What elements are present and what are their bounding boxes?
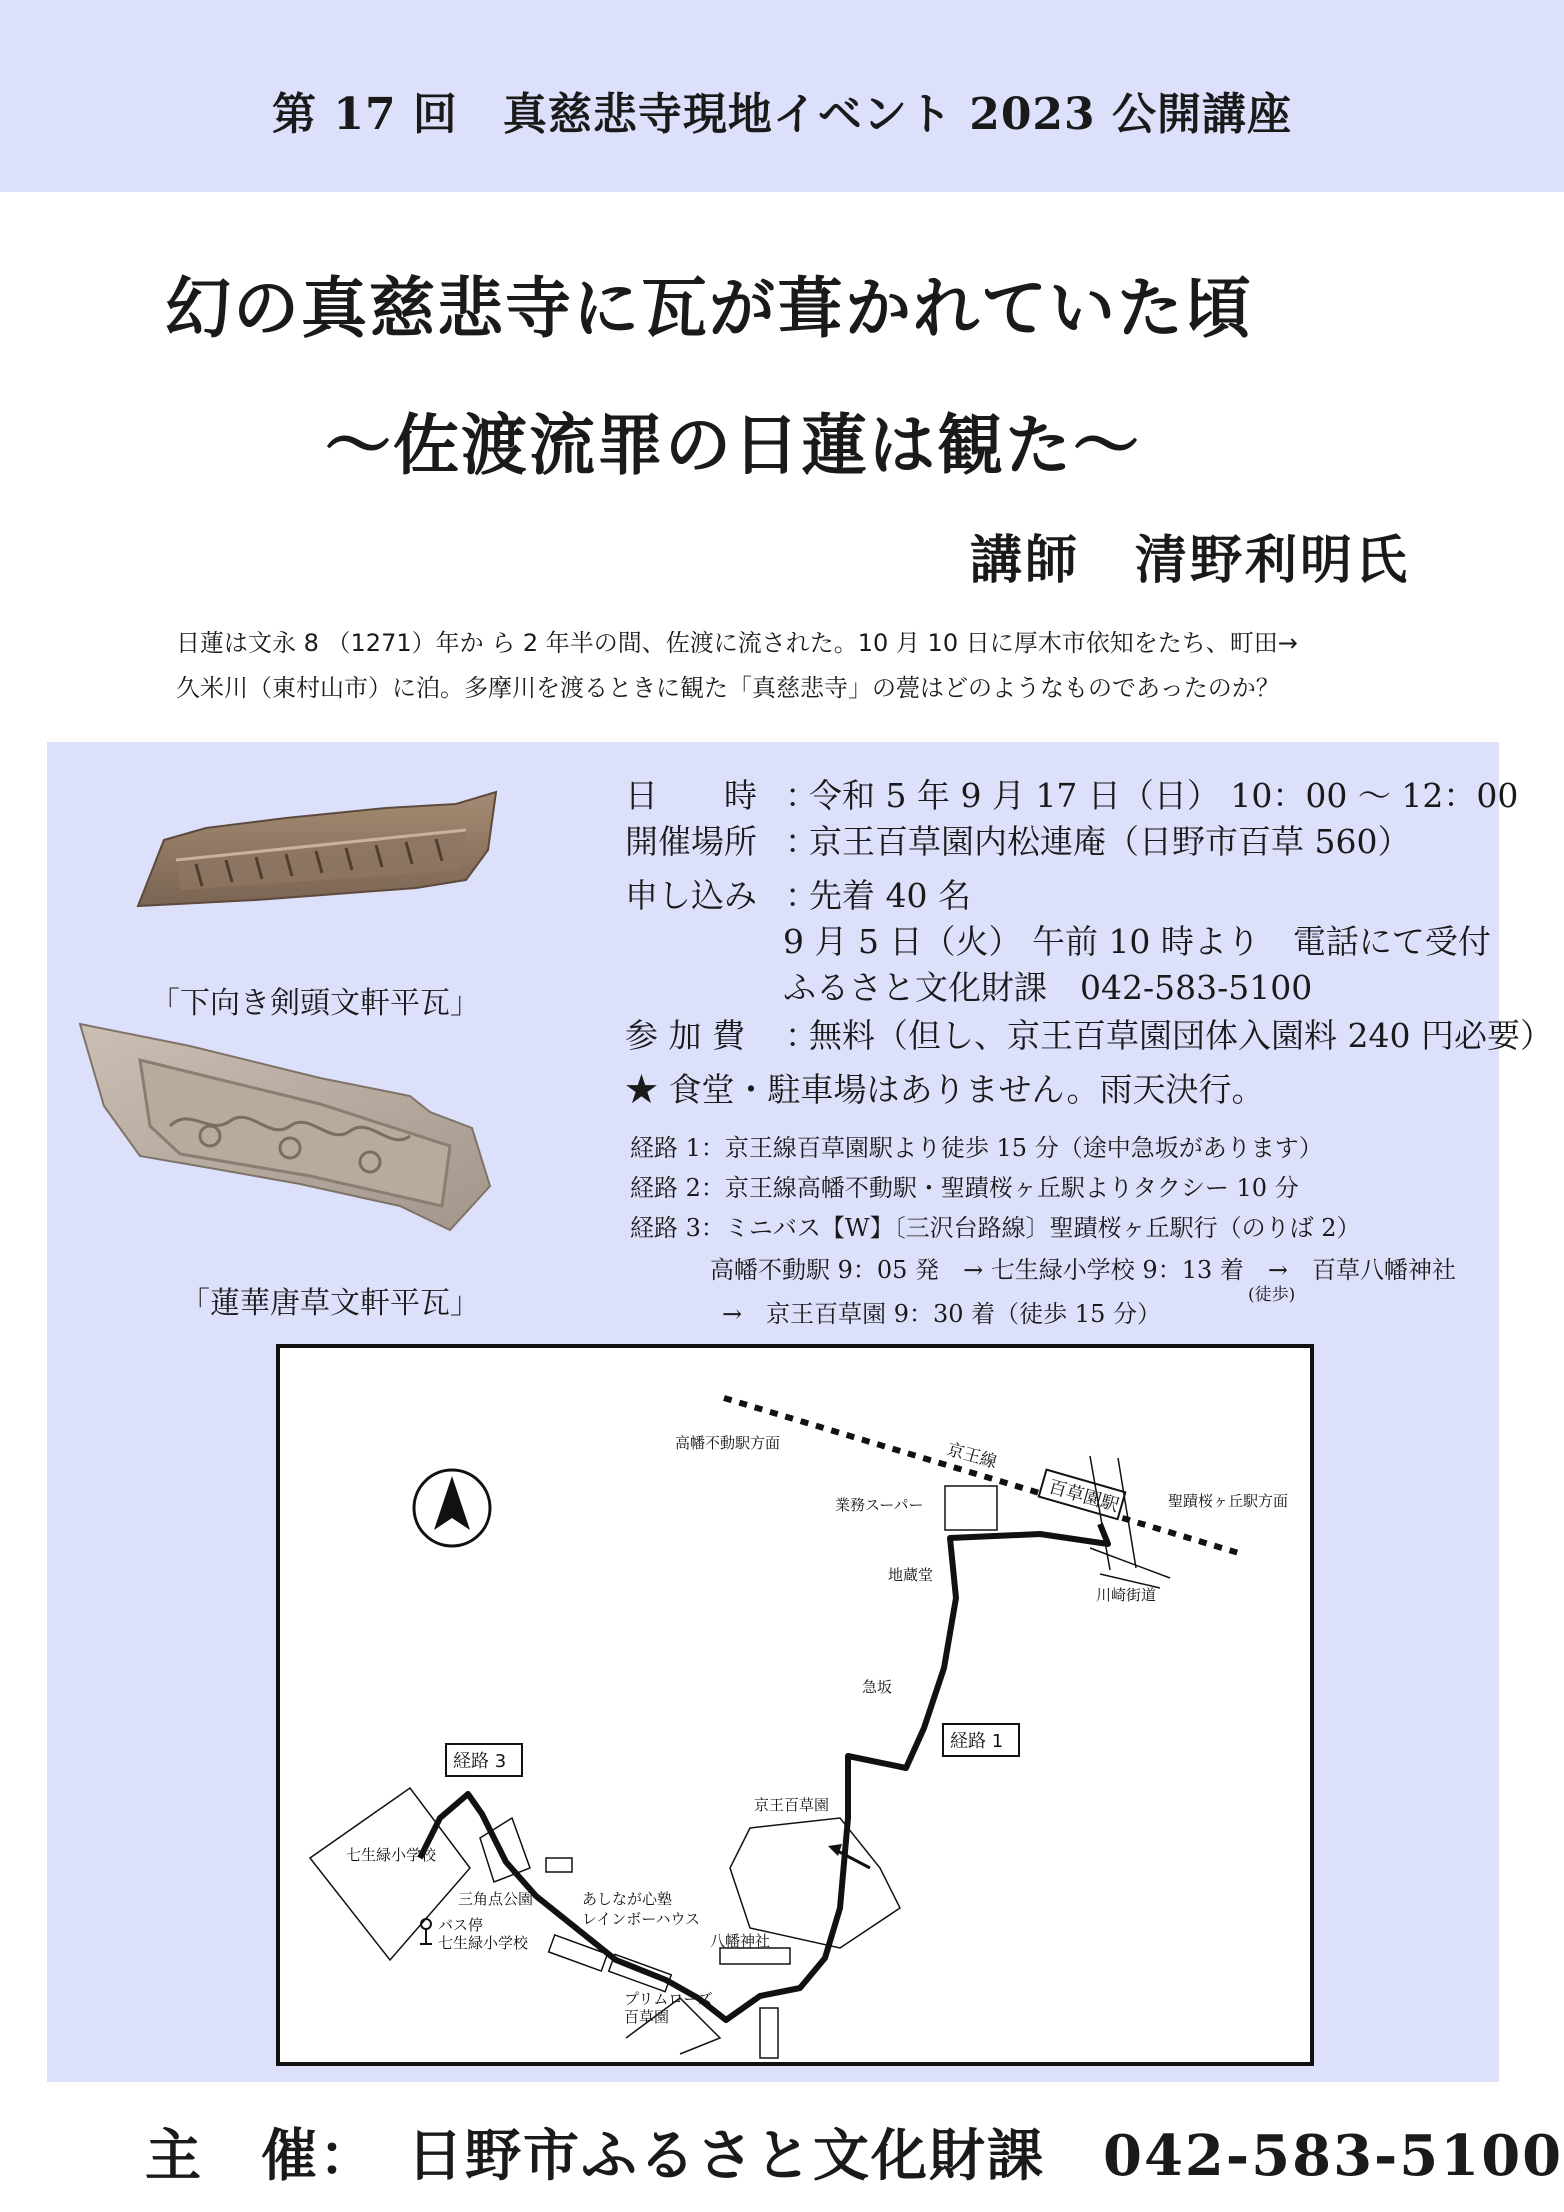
- intro-line-2: 久米川（東村山市）に泊。多摩川を渡るときに観た「真慈悲寺」の甍はどのようなものであったのか？: [176, 674, 1280, 702]
- fee-label: 参 加 費: [625, 1016, 745, 1055]
- fee-value: 無料（但し、京王百草園団体入園料 240 円必要）: [809, 1016, 1553, 1055]
- venue-value: 京王百草園内松連庵（日野市百草 560）: [809, 822, 1411, 861]
- map-seiseki-direction: 聖蹟桜ヶ丘駅方面: [1168, 1492, 1289, 1510]
- fee-colon: ：: [785, 1016, 818, 1055]
- map-gyomu-super: 業務スーパー: [835, 1496, 924, 1514]
- map-rainbow-house: レインボーハウス: [582, 1910, 701, 1928]
- notice-line: ★ 食堂・駐車場はありません。雨天決行。: [625, 1070, 1265, 1109]
- date-row: [625, 770, 1518, 817]
- map-kawasaki-kaido: 川崎街道: [1096, 1586, 1157, 1604]
- fee-row: [625, 1010, 1553, 1057]
- map-hachiman-shrine: 八幡神社: [710, 1932, 771, 1950]
- map-station-label: 百草園駅: [1046, 1476, 1122, 1517]
- map-keio-line: 京王線: [944, 1439, 1000, 1473]
- apply-detail-line: 9 月 5 日（火） 午前 10 時より 電話にて受付: [783, 922, 1491, 961]
- date-label: 日 時: [625, 776, 757, 815]
- map-kyuzaka: 急坂: [862, 1678, 893, 1696]
- date-colon: ：: [785, 776, 818, 815]
- apply-colon: ：: [785, 876, 818, 915]
- tile-caption-2: 「蓮華唐草文軒平瓦」: [180, 1286, 480, 1321]
- map-sankakuten-park: 三角点公園: [458, 1890, 534, 1908]
- access-map: [276, 1344, 1314, 2066]
- lecture-title: 幻の真慈悲寺に瓦が葺かれていた頃: [165, 269, 1253, 347]
- organizer-footer: 主 催： 日野市ふるさと文化財課 042-583-5100: [145, 2123, 1564, 2189]
- route-2-text: 経路 2：京王線高幡不動駅・聖蹟桜ヶ丘駅よりタクシー 10 分: [630, 1174, 1299, 1202]
- route-1-text: 経路 1：京王線百草園駅より徒歩 15 分（途中急坂があります）: [630, 1134, 1323, 1162]
- map-nanao-school: 七生緑小学校: [346, 1846, 437, 1864]
- apply-label: 申し込み: [625, 876, 757, 915]
- map-keio-mogusaen: 京王百草園: [754, 1796, 830, 1814]
- date-value: 令和 5 年 9 月 17 日（日） 10：00 ～ 12：00: [809, 776, 1519, 815]
- venue-colon: ：: [785, 822, 818, 861]
- event-title: 第 17 回 真慈悲寺現地イベント 2023 公開講座: [272, 89, 1292, 140]
- map-ashinaga: あしなが心塾: [582, 1890, 673, 1908]
- roof-tile-2-image: [70, 1016, 550, 1240]
- map-route-3-tag: 経路 3: [453, 1751, 507, 1772]
- apply-contact-line: ふるさと文化財課 042-583-5100: [783, 968, 1313, 1007]
- apply-value: 先着 40 名: [809, 876, 971, 915]
- map-bus-stop-name: 七生緑小学校: [438, 1934, 529, 1952]
- lecturer-name: 講師 清野利明氏: [970, 530, 1411, 591]
- map-takahata-direction: 高幡不動駅方面: [675, 1434, 781, 1452]
- intro-line-1: 日蓮は文永 8 （1271）年か ら 2 年半の間、佐渡に流された。10 月 10 日に厚木市依知をたち、町田→: [176, 629, 1298, 657]
- map-primrose-2: 百草園: [624, 2008, 670, 2026]
- tile-caption-1: 「下向き剣頭文軒平瓦」: [150, 986, 480, 1021]
- map-primrose: プリムローズ: [624, 1990, 713, 2008]
- roof-tile-1-image: [136, 790, 498, 912]
- apply-row: [625, 870, 971, 917]
- route-3-schedule: 高幡不動駅 9：05 発 → 七生緑小学校 9：13 着 → 百草八幡神社: [710, 1256, 1456, 1284]
- route-3-walk-note: (徒歩): [1248, 1285, 1296, 1305]
- route-3-text: 経路 3：ミニバス【W】〔三沢台路線〕聖蹟桜ヶ丘駅行（のりば 2）: [630, 1214, 1361, 1242]
- bus-stop-icon: [420, 1919, 432, 1944]
- lecture-subtitle: ～佐渡流罪の日蓮は観た～: [325, 406, 1141, 484]
- map-route-1-tag: 経路 1: [950, 1731, 1004, 1752]
- map-jizodo: 地蔵堂: [888, 1566, 934, 1584]
- venue-row: [625, 816, 1410, 863]
- north-arrow-icon: [414, 1470, 490, 1546]
- map-bus-stop: バス停: [438, 1916, 484, 1934]
- venue-label: 開催場所: [625, 822, 757, 861]
- route-3-arrival: → 京王百草園 9：30 着（徒歩 15 分）: [722, 1300, 1161, 1328]
